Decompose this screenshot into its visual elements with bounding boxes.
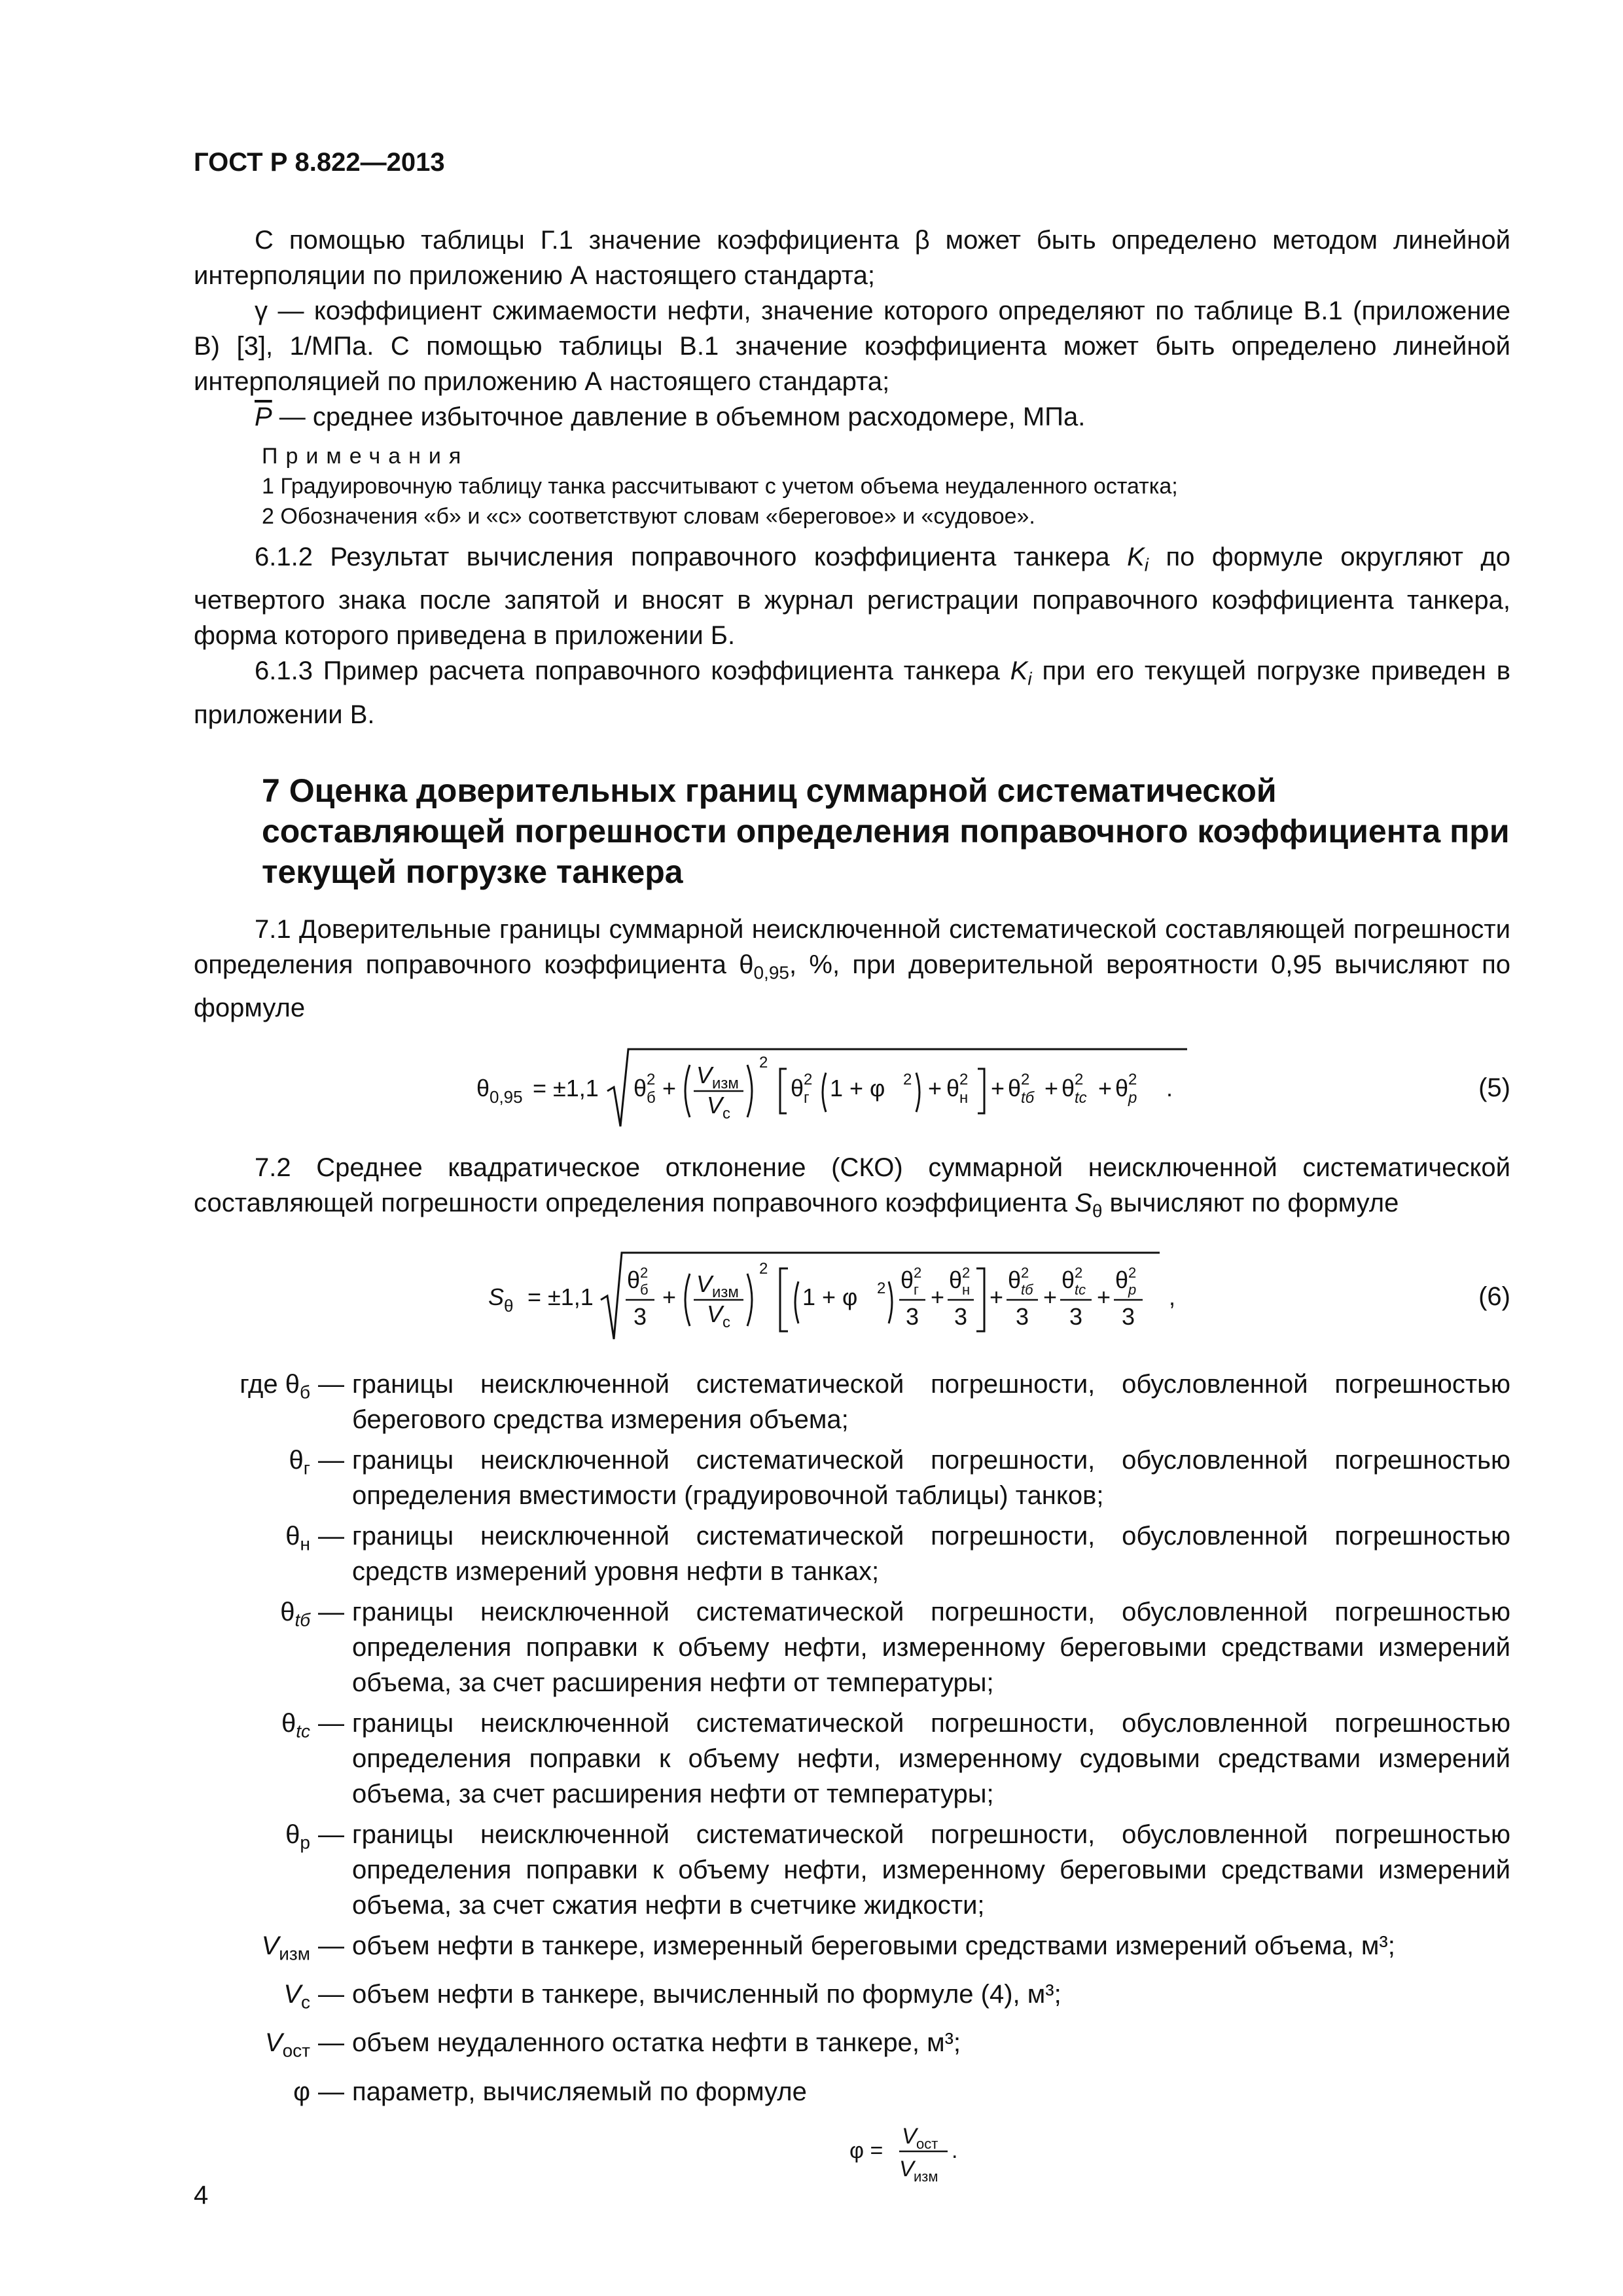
definitions-list: [194, 1367, 1510, 2109]
f5-sq1: 2: [647, 1071, 656, 1089]
p-bar-symbol: $\overline{P}$: [255, 403, 272, 431]
f5-lbracket: [780, 1069, 787, 1113]
definition-item: $\theta_р$ — границы неисключенной систематической погрешности, обусловленной погрешностью определения поправки к объему нефти, измеренному береговыми средствами измерений объема, за счет сжатия нефти в счетчике жидкости;: [285, 1820, 1510, 1920]
definition-item: $\theta_{tб}$ — границы неисключенной систематической погрешности, обусловленной погрешностью определения поправки к объему нефти, измеренному береговыми средствами измерений объема, за счет расширения нефти от температуры;: [280, 1597, 1510, 1697]
f5-sq7: 2: [1075, 1071, 1084, 1089]
definition-item: $V_с$ — объем нефти в танкере, вычисленный по формуле (4), м³;: [283, 1979, 1061, 2013]
f6-rparen: [747, 1274, 752, 1326]
f5-sq8: 2: [1128, 1071, 1137, 1089]
f5-lparen2: [823, 1073, 826, 1112]
f5-theta-tc: θ: [1061, 1075, 1075, 1102]
definition-item: $V_{ост}$ — объем неудаленного остатка нефти в танкере, м³;: [264, 2028, 961, 2061]
formula-6-svg: [194, 1240, 1437, 1351]
f5-plus2: +: [928, 1075, 942, 1102]
definition-item: $\theta_н$ — границы неисключенной систематической погрешности, обусловленной погрешностью средств измерений уровня нефти в танках;: [285, 1521, 1510, 1586]
f5-theta-n: θ: [946, 1075, 960, 1102]
f6-sub-tb: tб: [1021, 1281, 1033, 1298]
paragraph-6-1-3: 6.1.3 Пример расчета поправочного коэффициента танкера $K_i$ при его текущей погрузке приведен в приложении В.: [194, 656, 1510, 729]
f5-sq5: 2: [959, 1071, 969, 1089]
f6-s: S: [488, 1283, 505, 1310]
f6-sq8: 2: [1128, 1264, 1137, 1281]
definition-item: $\theta_г$ — границы неисключенной систематической погрешности, обусловленной погрешностью определения вместимости (градуировочной таблицы) танков;: [289, 1445, 1510, 1510]
paragraph-pressure: $\overline{P}$ — среднее избыточное давление в объемном расходомере, МПа.: [255, 403, 1086, 431]
f5-theta-g: θ: [791, 1075, 804, 1102]
f5-sq2: 2: [759, 1054, 768, 1072]
f6-lparen: [685, 1274, 690, 1326]
f5-sub-tc: tс: [1075, 1089, 1087, 1107]
f5-vc: V: [707, 1092, 723, 1119]
f5-onephi: 1 + φ: [830, 1075, 885, 1102]
f5-theta-tb: θ: [1008, 1075, 1022, 1102]
definition-item: $V_{изм}$ — объем нефти в танкере, измеренный береговыми средствами измерений объема, м³;: [261, 1931, 1395, 1964]
phi-num-sub: ост: [916, 2135, 938, 2152]
note-1: 1 Градуировочную таблицу танка рассчитывают с учетом объема неудаленного остатка;: [262, 474, 1178, 499]
f5-vc-sub: с: [722, 1105, 730, 1123]
f5-eq: = ±1,1: [533, 1075, 599, 1102]
f6-vizm: V: [696, 1270, 713, 1297]
f6-three6: 3: [1122, 1302, 1135, 1330]
phi-den-sub: изм: [914, 2168, 938, 2185]
page-number: 4: [194, 2181, 209, 2210]
phi-end: .: [952, 2138, 958, 2163]
f6-sq1: 2: [640, 1264, 649, 1281]
f5-sub-095: 0,95: [490, 1087, 523, 1107]
f6-sq3: 2: [877, 1279, 886, 1297]
f5-sq6: 2: [1021, 1071, 1030, 1089]
f6-sub-p: p: [1128, 1281, 1137, 1298]
f6-sub-b: б: [640, 1281, 649, 1298]
f6-theta-tc: θ: [1061, 1266, 1075, 1293]
f5-plus4: +: [1044, 1075, 1059, 1102]
document-body: [194, 223, 1510, 2187]
phi-den: V: [899, 2156, 914, 2181]
f5-sub-tb: tб: [1021, 1089, 1035, 1107]
formula-5-number: (5): [1478, 1073, 1510, 1103]
formula-5-svg: [194, 1036, 1437, 1134]
f6-sq6: 2: [1021, 1264, 1029, 1281]
f6-theta-n: θ: [949, 1266, 963, 1293]
f5-sub-b: б: [647, 1089, 656, 1107]
f6-three3: 3: [954, 1302, 968, 1330]
f6-s-sub: θ: [504, 1295, 514, 1316]
f5-plus3: +: [991, 1075, 1005, 1102]
f6-theta-g: θ: [901, 1266, 914, 1293]
paragraph-gamma: γ — коэффициент сжимаемости нефти, значение которого определяют по таблице В.1 (приложение В) [3], 1/МПа. С помощью таблицы В.1 значение коэффициента может быть определено линейной интерполяцией по приложению А настоящего стандарта;: [194, 296, 1510, 396]
paragraph-beta: С помощью таблицы Г.1 значение коэффициента β может быть определено методом линейной интерполяции по приложению А настоящего стандарта;: [194, 226, 1510, 290]
note-2: 2 Обозначения «б» и «с» соответствуют словам «береговое» и «судовое».: [262, 504, 1035, 529]
f6-three5: 3: [1069, 1302, 1083, 1330]
definition-item: $\theta_{tс}$ — границы неисключенной систематической погрешности, обусловленной погрешностью определения поправки к объему нефти, измеренному судовыми средствами измерений объема, за счет расширения нефти от температуры;: [281, 1708, 1510, 1808]
f5-vizm-sub: изм: [712, 1075, 739, 1093]
f6-sq2: 2: [759, 1259, 768, 1278]
f6-lparen2: [795, 1282, 798, 1323]
f5-theta-b: θ: [633, 1075, 647, 1102]
formula-5: [194, 1036, 1510, 1134]
formula-6-number: (6): [1478, 1282, 1510, 1311]
f6-vc: V: [707, 1300, 723, 1327]
f5-sq3: 2: [804, 1071, 813, 1089]
paragraph-6-1-2: 6.1.2 Результат вычисления поправочного коэффициента танкера $K_i$ по формуле округляют до четвертого знака после запятой и вносят в журнал регистрации поправочного коэффициента танкера, форма которого приведена в приложении Б.: [194, 543, 1511, 651]
f6-plus4: +: [1043, 1283, 1058, 1310]
definition-item: где $\theta_б$ — границы неисключенной систематической погрешности, обусловленной погрешностью берегового средства измерения объема;: [240, 1369, 1510, 1434]
phi-formula: [194, 2115, 1510, 2187]
f5-theta-p: θ: [1115, 1075, 1129, 1102]
f6-theta-b: θ: [627, 1266, 641, 1293]
definition-item: φ — параметр, вычисляемый по формуле: [293, 2077, 807, 2106]
formula-6: [194, 1240, 1510, 1351]
phi-num: V: [902, 2123, 917, 2149]
f6-comma: ,: [1169, 1283, 1176, 1310]
notes-block: [194, 441, 1510, 531]
f6-sub-n: н: [962, 1281, 971, 1298]
f5-rparen: [747, 1065, 752, 1117]
f6-rbracket: [976, 1268, 984, 1331]
f6-three4: 3: [1016, 1302, 1029, 1330]
f6-sq4: 2: [914, 1264, 922, 1281]
phi-lhs: φ =: [849, 2138, 883, 2163]
f5-sub-n: н: [959, 1089, 969, 1107]
phi-formula-svg: [194, 2115, 1510, 2187]
f6-vizm-sub: изм: [712, 1283, 739, 1301]
f6-sq5: 2: [962, 1264, 971, 1281]
f5-sub-g: г: [804, 1089, 810, 1107]
f6-sub-tc: tс: [1075, 1281, 1086, 1298]
f5-lparen: [685, 1065, 690, 1117]
f5-plus1: +: [662, 1075, 677, 1102]
standard-header: ГОСТ Р 8.822—2013: [194, 148, 445, 177]
f6-plus3: +: [990, 1283, 1004, 1310]
f5-sub-p: p: [1128, 1089, 1137, 1107]
f6-plus2: +: [931, 1283, 945, 1310]
f5-sq4: 2: [903, 1071, 912, 1089]
f5-rparen2: [916, 1073, 919, 1112]
f5-dot: .: [1166, 1075, 1173, 1102]
paragraph-7-1: 7.1 Доверительные границы суммарной неисключенной систематической составляющей погрешности определения поправочного коэффициента $\theta_{0,95}$, %, при доверительной вероятности 0,95 вычисляют по формуле: [194, 914, 1510, 1023]
f6-lbracket: [780, 1268, 788, 1331]
f6-eq: = ±1,1: [527, 1283, 594, 1310]
f6-plus1: +: [662, 1283, 677, 1310]
f6-rparen2: [889, 1282, 892, 1323]
f6-vc-sub: с: [722, 1313, 730, 1331]
f6-theta-p: θ: [1115, 1266, 1129, 1293]
f6-onephi: 1 + φ: [802, 1283, 858, 1310]
f6-plus5: +: [1097, 1283, 1111, 1310]
f6-three2: 3: [906, 1302, 919, 1330]
f5-theta: θ: [476, 1075, 490, 1102]
f5-rbracket: [978, 1069, 984, 1113]
f6-sq7: 2: [1075, 1264, 1083, 1281]
f6-sub-g: г: [914, 1281, 919, 1298]
paragraph-7-2: 7.2 Среднее квадратическое отклонение (СКО) суммарной неисключенной систематической составляющей погрешности определения поправочного коэффициента $S_\theta$ вычисляют по формуле: [194, 1153, 1510, 1221]
f5-vizm: V: [696, 1062, 713, 1089]
notes-title: Примечания: [262, 444, 469, 469]
section-7-title: 7 Оценка доверительных границ суммарной систематической составляющей погрешности определения поправочного коэффициента при текущей погрузке танкера: [262, 772, 1510, 890]
f6-theta-tb: θ: [1008, 1266, 1022, 1293]
f6-three1: 3: [633, 1302, 647, 1330]
f5-plus5: +: [1098, 1075, 1113, 1102]
